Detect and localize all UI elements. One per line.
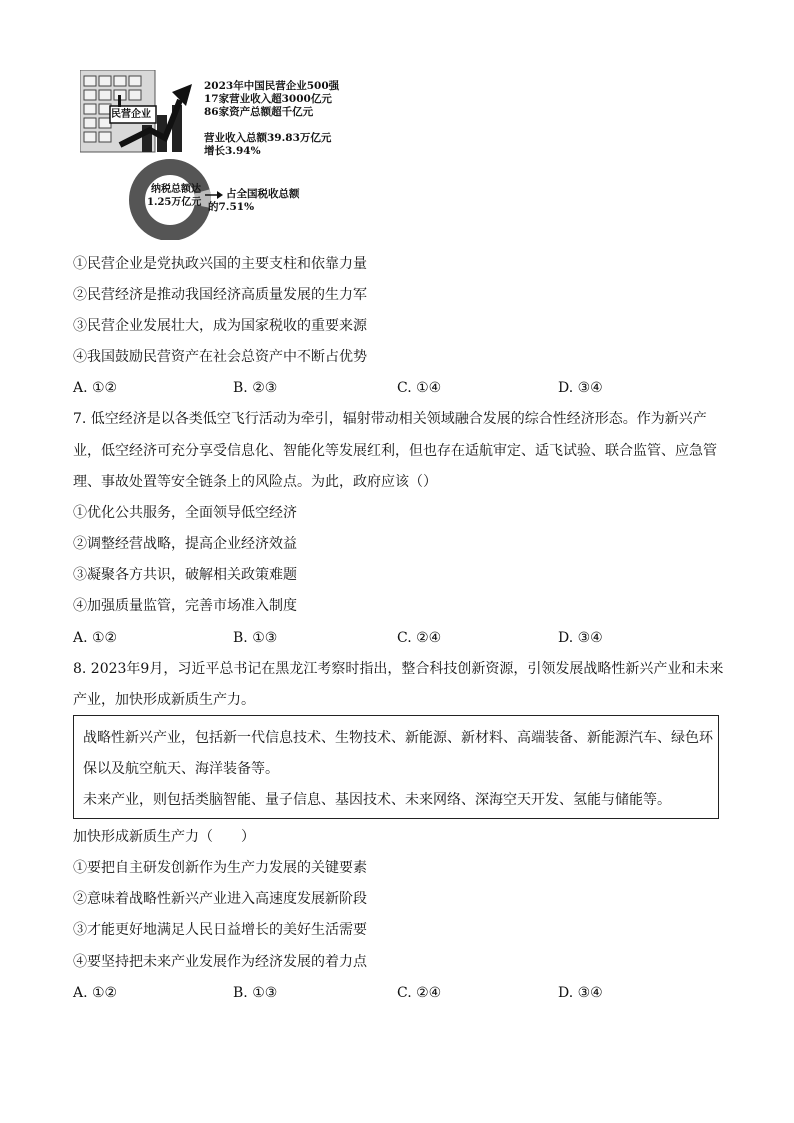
q8-item-2: ②意味着战略性新兴产业进入高速度发展新阶段 — [73, 891, 367, 907]
q8-option-c[interactable]: C. ②④ — [397, 985, 442, 1001]
q8-option-d[interactable]: D. ③④ — [558, 985, 603, 1001]
q8-box-line-2: 保以及航空航天、海洋装备等。 — [83, 761, 279, 777]
q7-option-a[interactable]: A. ①② — [73, 630, 118, 646]
q7-item-4: ④加强质量监管，完善市场准入制度 — [73, 598, 297, 614]
figure-text-top-3: 86家资产总额超千亿元 — [204, 106, 314, 118]
q8-option-b[interactable]: B. ①③ — [233, 985, 278, 1001]
q6-item-1: ①民营企业是党执政兴国的主要支柱和依靠力量 — [73, 256, 367, 272]
q8-item-4: ④要坚持把未来产业发展作为经济发展的着力点 — [73, 954, 367, 970]
q6-option-a[interactable]: A. ①② — [73, 380, 118, 396]
q7-stem-3: 理、事故处置等安全链条上的风险点。为此，政府应该（） — [73, 474, 437, 490]
figure-text-top-2: 17家营业收入超3000亿元 — [204, 93, 332, 105]
figure-text-mid-2: 增长3.94% — [204, 145, 261, 157]
q8-stem-1: 8. 2023年9月，习近平总书记在黑龙江考察时指出，整合科技创新资源，引领发展战略性新兴产业和未来 — [73, 661, 724, 677]
q7-item-2: ②调整经营战略，提高企业经济效益 — [73, 536, 297, 552]
q7-item-1: ①优化公共服务，全面领导低空经济 — [73, 505, 297, 521]
q6-option-d[interactable]: D. ③④ — [558, 380, 603, 396]
q7-option-d[interactable]: D. ③④ — [558, 630, 603, 646]
q7-stem-2: 业，低空经济可充分享受信息化、智能化等发展红利，但也存在适航审定、适飞试验、联合监管、应急管 — [73, 443, 717, 459]
figure-ring-text-1: 纳税总额达 — [151, 184, 201, 195]
q8-box-line-1: 战略性新兴产业，包括新一代信息技术、生物技术、新能源、新材料、高端装备、新能源汽车、绿色环 — [83, 730, 713, 746]
q8-stem-2: 产业，加快形成新质生产力。 — [73, 692, 255, 708]
q6-item-4: ④我国鼓励民营资产在社会总资产中不断占优势 — [73, 349, 367, 365]
figure-tag-label: 民营企业 — [111, 109, 151, 120]
q7-option-b[interactable]: B. ①③ — [233, 630, 278, 646]
q6-option-b[interactable]: B. ②③ — [233, 380, 278, 396]
q8-question: 加快形成新质生产力（ ） — [73, 829, 255, 845]
q8-item-3: ③才能更好地满足人民日益增长的美好生活需要 — [73, 922, 367, 938]
q8-option-a[interactable]: A. ①② — [73, 985, 118, 1001]
figure-ring-text-2: 1.25万亿元 — [147, 197, 202, 208]
q7-stem-1: 7. 低空经济是以各类低空飞行活动为牵引，辐射带动相关领域融合发展的综合性经济形态。作为新兴产 — [73, 411, 707, 427]
infographic-figure — [80, 70, 345, 240]
q6-option-c[interactable]: C. ①④ — [397, 380, 442, 396]
q7-option-c[interactable]: C. ②④ — [397, 630, 442, 646]
q8-item-1: ①要把自主研发创新作为生产力发展的关键要素 — [73, 860, 367, 876]
q7-item-3: ③凝聚各方共识，破解相关政策难题 — [73, 567, 297, 583]
figure-share-text-1: 占全国税收总额 — [226, 188, 300, 200]
q8-material-box — [73, 715, 719, 819]
figure-text-mid-1: 营业收入总额39.83万亿元 — [204, 132, 332, 144]
figure-share-text-2: 的7.51% — [208, 201, 255, 213]
q6-item-2: ②民营经济是推动我国经济高质量发展的生力军 — [73, 287, 367, 303]
q6-item-3: ③民营企业发展壮大，成为国家税收的重要来源 — [73, 318, 367, 334]
figure-text-top-1: 2023年中国民营企业500强 — [204, 80, 340, 92]
q8-box-line-3: 未来产业，则包括类脑智能、量子信息、基因技术、未来网络、深海空天开发、氢能与储能等。 — [83, 792, 671, 808]
